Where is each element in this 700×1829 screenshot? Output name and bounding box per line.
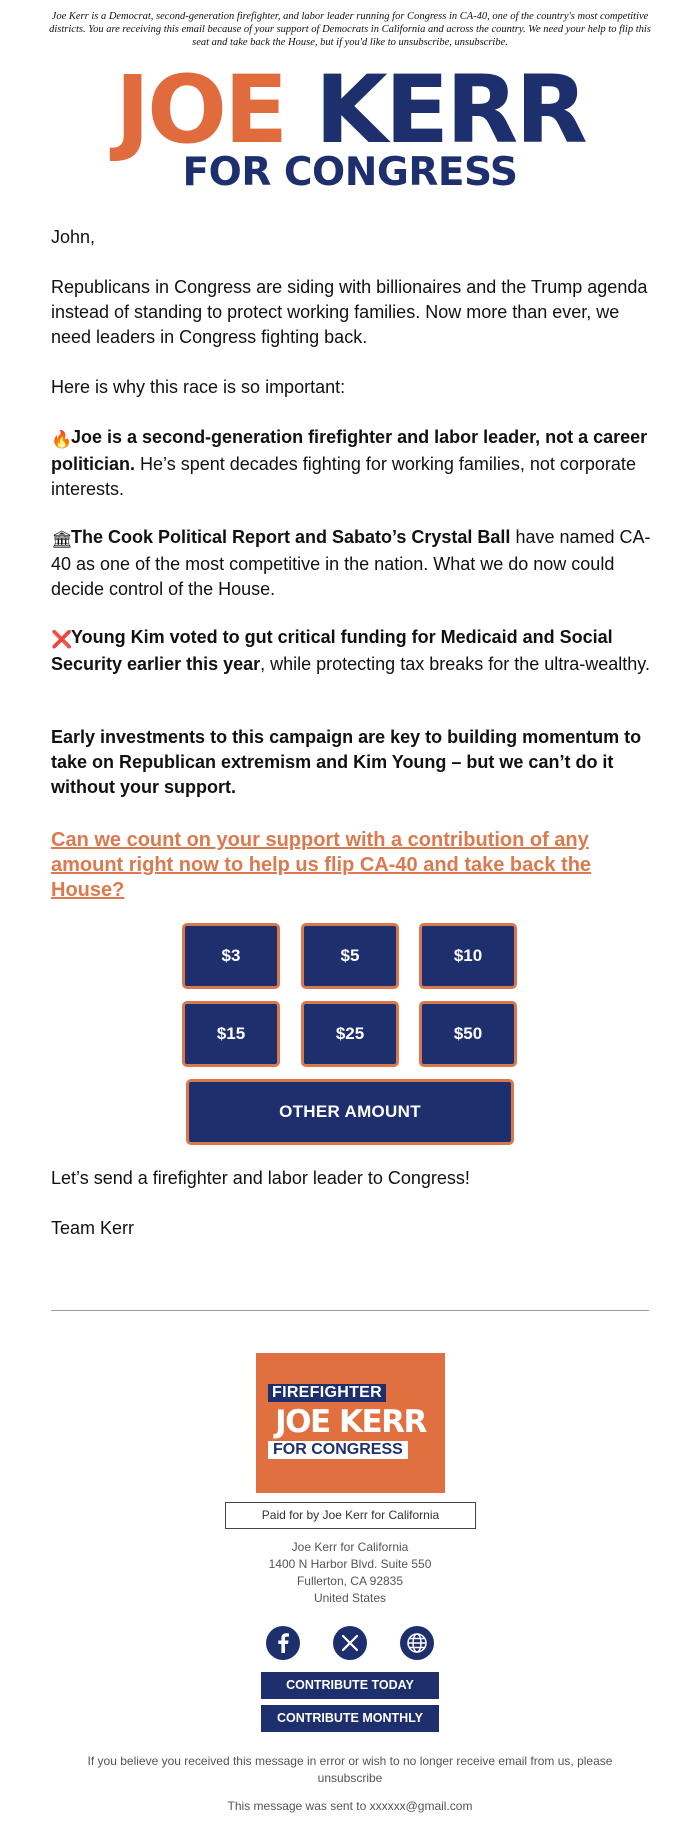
footer-divider (51, 1310, 649, 1311)
campaign-logo (0, 56, 700, 195)
footer-unsubscribe-link[interactable]: unsubscribe (317, 1771, 383, 1785)
facebook-icon[interactable] (266, 1626, 300, 1660)
bank-icon: 🏛 (51, 530, 73, 549)
donate-other-amount-button[interactable]: OTHER AMOUNT (186, 1079, 514, 1145)
disclaimer-text: Joe Kerr is a Democrat, second-generation firefighter, and labor leader running for Congress in CA-40, one of the country's most competitive districts. You are receiving this email because of your support of Democrats in California and across the country. We need your help to flip this seat and take back the House, but if you'd like to unsubscribe, (49, 11, 651, 48)
disclaimer-unsubscribe-link[interactable]: unsubscribe (454, 37, 506, 48)
paragraph-intro: Republicans in Congress are siding with billionaires and the Trump agenda instead of standing to protect working families. Now more than ever, we need leaders in Congress fighting back. (51, 277, 648, 347)
paragraph-why: Here is why this race is so important: (51, 377, 346, 397)
address-line-3: Fullerton, CA 92835 (296, 1574, 404, 1588)
footer-logo (256, 1353, 445, 1493)
donate-50-button[interactable]: $50 (419, 1001, 517, 1067)
preheader-disclaimer: Joe Kerr is a Democrat, second-generation firefighter, and labor leader running for Congress in CA-40, one of the country's most competitive districts. You are receiving this email because of your support of Democrats in California and across the country. We need your help to flip this seat and take back the House, but if you'd like to unsubscribe, unsubscribe. (49, 11, 651, 48)
fire-icon: 🔥 (51, 430, 73, 449)
logo-subtitle: FOR CONGRESS (182, 150, 518, 195)
paid-for-box: Paid for by Joe Kerr for California (225, 1502, 476, 1529)
donate-5-button[interactable]: $5 (301, 923, 399, 989)
signoff: Team Kerr (51, 1218, 135, 1238)
website-globe-icon[interactable] (400, 1626, 434, 1660)
donate-15-button[interactable]: $15 (182, 1001, 280, 1067)
donate-10-button[interactable]: $10 (419, 923, 517, 989)
address-line-1: Joe Kerr for California (291, 1540, 409, 1554)
contribution-cta-link[interactable]: Can we count on your support with a contribution of any amount right now to help us flip CA-40 and take back the House? (51, 829, 592, 901)
sent-to-notice: This message was sent to xxxxxx@gmail.com (227, 1799, 473, 1813)
contribute-monthly-button[interactable]: CONTRIBUTE MONTHLY (261, 1705, 439, 1732)
x-twitter-icon[interactable] (333, 1626, 367, 1660)
footer-logo-for-congress: FOR CONGRESS (268, 1441, 408, 1459)
address-line-4: United States (313, 1591, 387, 1605)
address-line-2: 1400 N Harbor Blvd. Suite 550 (268, 1557, 432, 1571)
donate-25-button[interactable]: $25 (301, 1001, 399, 1067)
logo-name (0, 56, 700, 165)
logo-first-name: JOE (115, 56, 286, 165)
point-firefighter: 🔥Joe is a second-generation firefighter and labor leader, not a career politician. He’s spent decades fighting for working families, not corporate interests. (51, 427, 648, 499)
unsubscribe-notice: If you believe you received this message in error or wish to no longer receive email from us, please unsubscribe (87, 1754, 613, 1785)
contribute-today-button[interactable]: CONTRIBUTE TODAY (261, 1672, 439, 1699)
logo-last-name: KERR (315, 56, 585, 165)
paragraph-investments: Early investments to this campaign are key to building momentum to take on Republican extremism and Kim Young – but we can’t do it without your support. (51, 727, 642, 797)
recipient-email: xxxxxx@gmail.com (369, 1799, 473, 1813)
footer-logo-firefighter: FIREFIGHTER (268, 1384, 386, 1402)
greeting: John, (51, 227, 96, 247)
closing-line: Let’s send a firefighter and labor leader to Congress! (51, 1168, 470, 1188)
cross-icon: ❌ (51, 630, 73, 649)
footer-logo-name: JOE KERR (275, 1404, 426, 1440)
donate-3-button[interactable]: $3 (182, 923, 280, 989)
point-competitive: 🏛The Cook Political Report and Sabato’s Crystal Ball have named CA-40 as one of the most competitive in the nation. What we do now could decide control of the House. (51, 527, 651, 599)
point-young-kim: ❌Young Kim voted to gut critical funding for Medicaid and Social Security earlier this year, while protecting tax breaks for the ultra-wealthy. (51, 627, 650, 674)
